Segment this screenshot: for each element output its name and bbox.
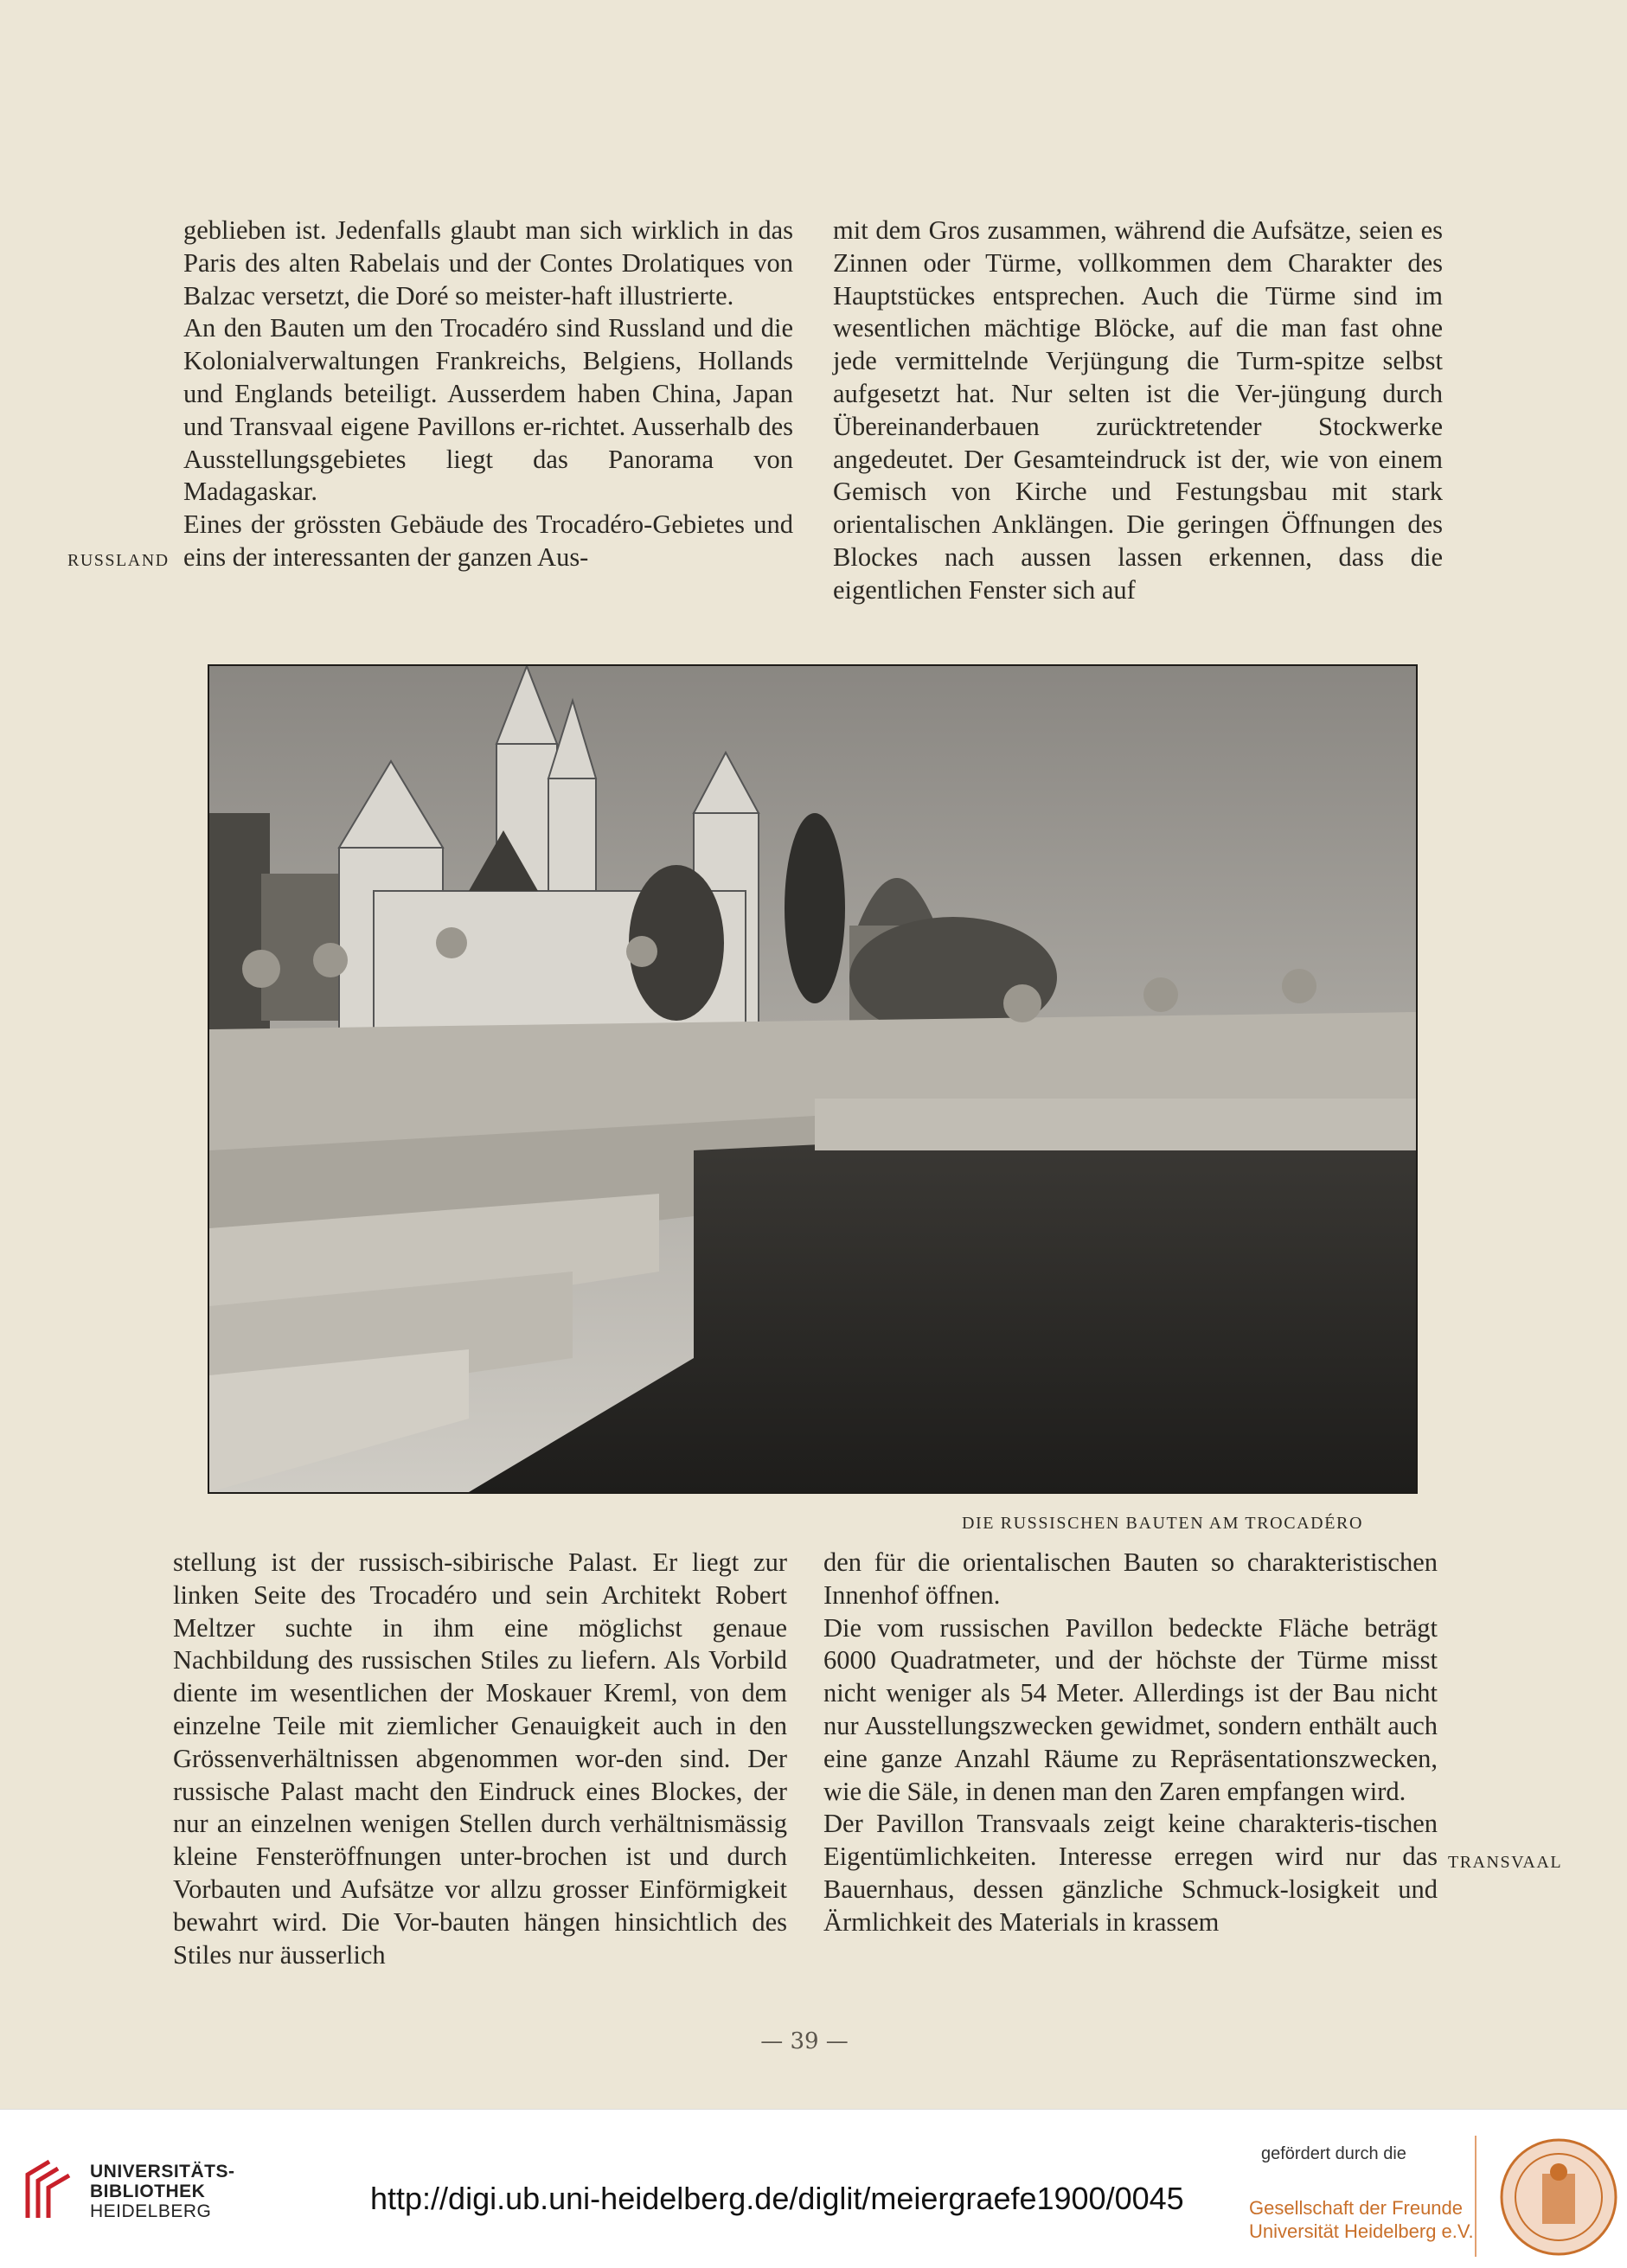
library-line: BIBLIOTHEK [90, 2182, 206, 2201]
library-line: UNIVERSITÄTS- [90, 2162, 235, 2182]
photograph-russian-buildings [208, 664, 1418, 1494]
margin-note-transvaal: TRANSVAAL [1448, 1853, 1563, 1872]
library-line: HEIDELBERG [90, 2201, 212, 2221]
source-url-link[interactable]: http://digi.ub.uni-heidelberg.de/diglit/meiergraefe1900/0045 [370, 2181, 1184, 2216]
photo-illustration [209, 666, 1416, 1492]
sponsor-name [1249, 2196, 1474, 2243]
sponsor-label: gefördert durch die [1261, 2144, 1406, 2163]
paragraph: Die vom russischen Pavillon bedeckte Fläche beträgt 6000 Quadratmeter, und der höchste der Türme misst nicht weniger als 54 Meter. Allerdings ist der Bau nicht nur Ausstellungszwecken gewidmet, sondern enthält auch eine ganze Anzahl Räume zu Repräsentationszwecken, wie die Säle, in denen man den Zaren empfangen wird. [823, 1612, 1438, 1806]
text-column-bottom-right [823, 1547, 1438, 1939]
paragraph: Der Pavillon Transvaals zeigt keine charakteris-tischen Eigentümlichkeiten. Interesse erregen wird nur das Bauernhaus, dessen gänzliche Schmuck-losigkeit und Ärmlichkeit des Materials in krassem [823, 1809, 1438, 1937]
page-number: — 39 — [760, 2028, 849, 2054]
paragraph: mit dem Gros zusammen, während die Aufsätze, seien es Zinnen oder Türme, vollkommen dem Charakter des Hauptstückes entsprechen. Auch die Türme sind im wesentlichen mächtige Blöcke, auf die man fast ohne jede vermittelnde Verjüngung die Turm-spitze selbst aufgesetzt hat. Nur selten ist die Ver-jüngung durch Übereinanderbauen zurücktretender Stockwerke angedeutet. Der Gesamteindruck ist der, wie von einem Gemisch von Kirche und Festungsbau mit stark orientalischen Anklängen. Die geringen Öffnungen des Blockes nach aussen lassen erkennen, dass die eigentlichen Fenster sich auf [833, 215, 1443, 605]
text-column-bottom-left [173, 1547, 787, 1971]
photo-caption: DIE RUSSISCHEN BAUTEN AM TROCADÉRO [961, 1514, 1364, 1533]
margin-note-russland: RUSSLAND [67, 551, 170, 570]
paragraph: An den Bauten um den Trocadéro sind Russland und die Kolonialverwaltungen Frankreichs, Belgiens, Hollands und Englands beteiligt. Ausserdem haben China, Japan und Transvaal eigene Pavillons er-richtet. Ausserhalb des Ausstellungsgebietes liegt das Panorama von Madagaskar. [183, 313, 793, 507]
paragraph: stellung ist der russisch-sibirische Palast. Er liegt zur linken Seite des Trocadéro und sein Architekt Robert Meltzer suchte in ihm eine möglichst genaue Nachbildung des russischen Stiles zu liefern. Als Vorbild diente im wesentlichen der Moskauer Kreml, von dem einzelne Teile mit ziemlicher Genauigkeit auch in den Grössenverhältnissen abgenommen wor-den sind. Der russische Palast macht den Eindruck eines Blockes, der nur an einzelnen wenigen Stellen durch verhältnismässig kleine Fensteröffnungen unter-brochen ist und durch Vorbauten und Aufsätze vor allzu grosser Einförmigkeit bewahrt wird. Die Vor-bauten hängen hinsichtlich des Stiles nur äusserlich [173, 1547, 787, 1970]
text-column-top-right [833, 215, 1443, 607]
text-column-top-left [183, 215, 793, 574]
university-seal-icon [1499, 2137, 1618, 2257]
paragraph: den für die orientalischen Bauten so charakteristischen Innenhof öffnen. [823, 1547, 1438, 1610]
library-name [90, 2162, 235, 2221]
sponsor-line: Gesellschaft der Freunde [1249, 2197, 1464, 2219]
footer-divider [1475, 2136, 1476, 2257]
library-logo-icon [19, 2153, 80, 2222]
footer-bar [0, 2109, 1627, 2268]
paragraph: geblieben ist. Jedenfalls glaubt man sich wirklich in das Paris des alten Rabelais und der Contes Drolatiques von Balzac versetzt, die Doré so meister-haft illustrierte. [183, 215, 793, 311]
sponsor-line: Universität Heidelberg e.V. [1249, 2220, 1474, 2242]
paragraph: Eines der grössten Gebäude des Trocadéro-Gebietes und eins der interessanten der ganzen Aus- [183, 509, 793, 572]
